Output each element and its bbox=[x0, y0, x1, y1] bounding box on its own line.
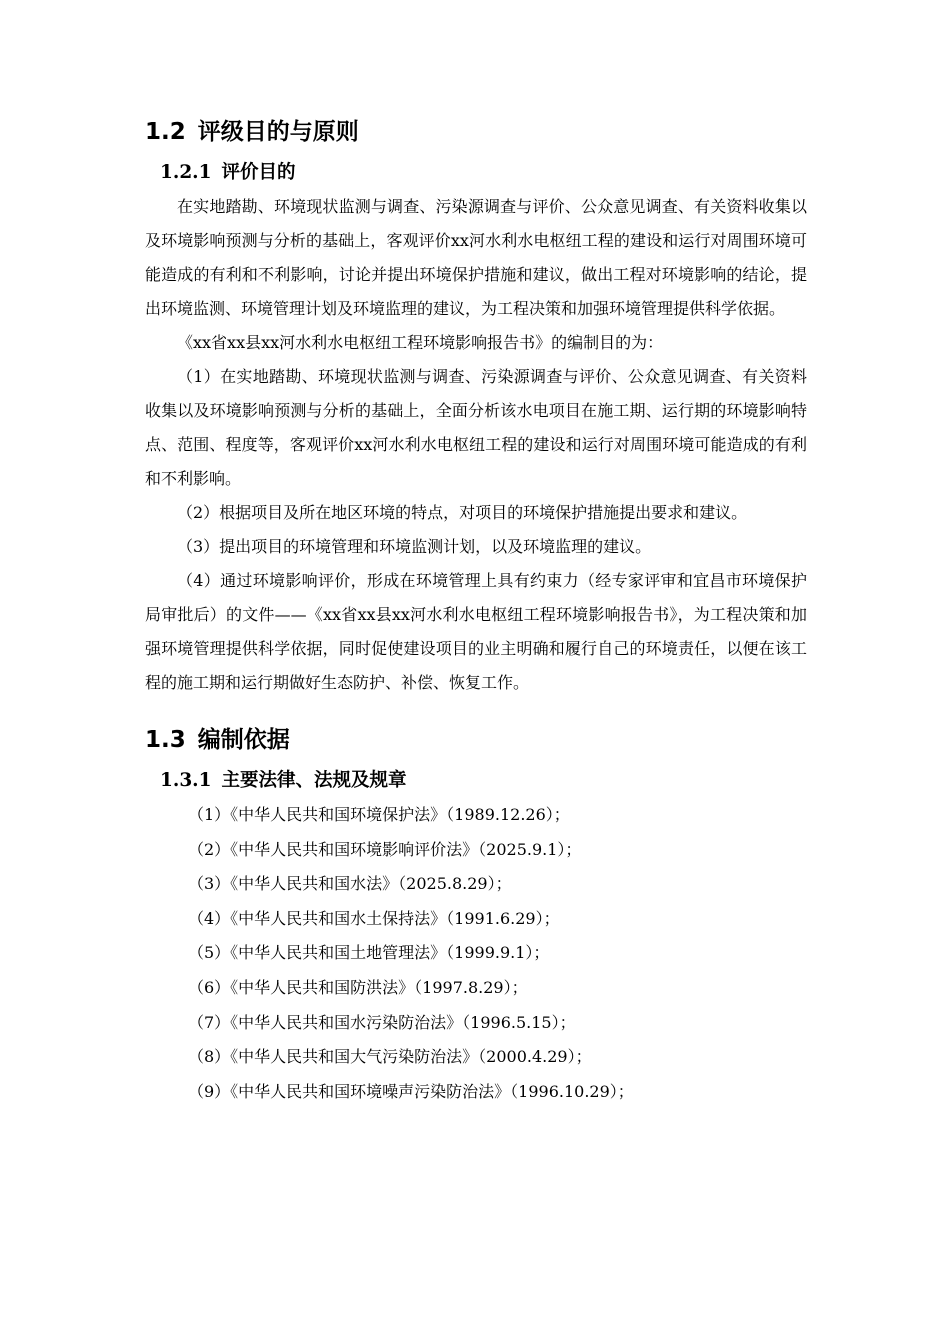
list-item: （9）《中华人民共和国环境噪声污染防治法》（1996.10.29）； bbox=[188, 1081, 634, 1101]
subsection-title: 评价目的 bbox=[221, 162, 296, 183]
list-item: （5）《中华人民共和国土地管理法》（1999.9.1）； bbox=[188, 943, 550, 963]
list-item: （1）《中华人民共和国环境保护法》（1989.12.26）； bbox=[188, 805, 570, 824]
list-item: （4）《中华人民共和国水土保持法》（1991.6.29）； bbox=[188, 908, 560, 928]
list-item: （7）《中华人民共和国水污染防治法》（1996.5.15）； bbox=[188, 1012, 576, 1032]
section-title: 编制依据 bbox=[197, 727, 290, 753]
section-number: 1.3 bbox=[145, 727, 186, 753]
subsection-number: 1.2.1 bbox=[160, 162, 212, 183]
list-item: （3）《中华人民共和国水法》（2025.8.29）； bbox=[188, 874, 512, 894]
spacer bbox=[145, 700, 807, 720]
paragraph-purpose-1: （1）在实地踏勘、环境现状监测与调查、污染源调查与评价、公众意见调查、有关资料收集以及环境影响预测与分析的基础上，全面分析该水电项目在施工期、运行期的环境影响特点、范围、程度等，客观评价xx河水利水电枢纽工程的建设和运行对周围环境可能造成的有利和不利影响。 bbox=[145, 367, 807, 488]
section-heading-1-3 bbox=[145, 720, 807, 760]
paragraph-purpose-3: （3）提出项目的环境管理和环境监测计划，以及环境监理的建议。 bbox=[177, 537, 652, 556]
paragraph-purpose-2: （2）根据项目及所在地区环境的特点，对项目的环境保护措施提出要求和建议。 bbox=[177, 503, 748, 522]
list-item: （8）《中华人民共和国大气污染防治法》（2000.4.29）； bbox=[188, 1047, 592, 1067]
section-heading-1-2 bbox=[145, 112, 807, 152]
subsection-heading-1-2-1 bbox=[145, 156, 807, 190]
paragraph-purpose-4: （4）通过环境影响评价，形成在环境管理上具有约束力（经专家评审和宜昌市环境保护局审批后）的文件——《xx省xx县xx河水利水电枢纽工程环境影响报告书》，为工程决策和加强环境管理提供科学依据，同时促使建设项目的业主明确和履行自己的环境责任，以便在该工程的施工期和运行期做好生态防护、补偿、恢复工作。 bbox=[145, 571, 807, 692]
paragraph-purpose-lead: 《xx省xx县xx河水利水电枢纽工程环境影响报告书》的编制目的为： bbox=[177, 333, 664, 352]
subsection-number: 1.3.1 bbox=[160, 770, 212, 791]
list-item: （2）《中华人民共和国环境影响评价法》（2025.9.1）； bbox=[188, 839, 582, 859]
subsection-heading-1-3-1 bbox=[145, 764, 807, 798]
paragraph-intro: 在实地踏勘、环境现状监测与调查、污染源调查与评价、公众意见调查、有关资料收集以及环境影响预测与分析的基础上，客观评价xx河水利水电枢纽工程的建设和运行对周围环境可能造成的有利和不利影响，讨论并提出环境保护措施和建议，做出工程对环境影响的结论，提出环境监测、环境管理计划及环境监理的建议，为工程决策和加强环境管理提供科学依据。 bbox=[145, 197, 807, 318]
document-content bbox=[145, 112, 807, 1109]
section-number: 1.2 bbox=[145, 119, 186, 145]
subsection-title: 主要法律、法规及规章 bbox=[221, 770, 407, 791]
list-item: （6）《中华人民共和国防洪法》（1997.8.29）； bbox=[188, 977, 528, 997]
section-title: 评级目的与原则 bbox=[197, 119, 359, 145]
laws-list bbox=[145, 798, 807, 1109]
